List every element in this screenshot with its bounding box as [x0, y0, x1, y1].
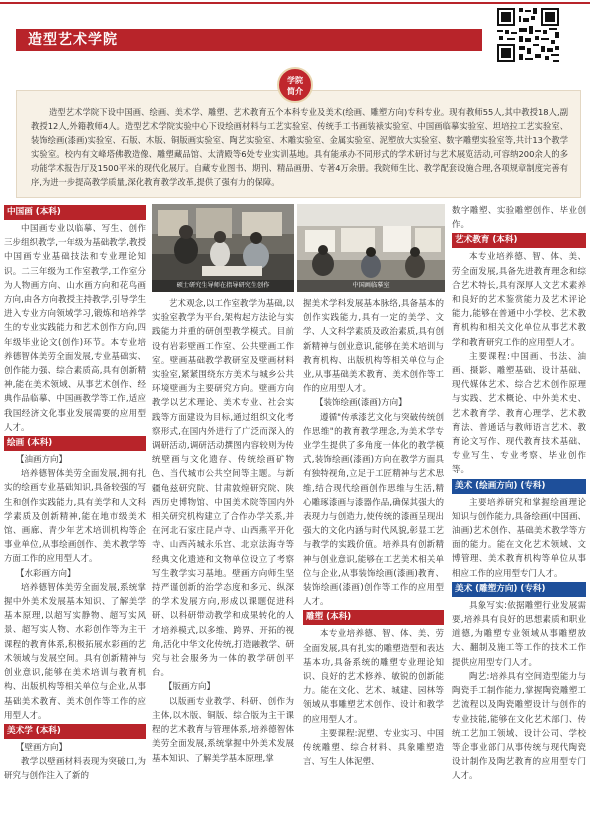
section-heading-chinese-painting: 中国画 (本科): [4, 205, 146, 220]
page-title: 造型艺术学院: [16, 29, 482, 51]
paragraph: 遵循"传承漆艺文化与突破传统创作思维"的教育教学理念,为美术学专业学生提供了多角度一体化的教学模式,装饰绘画(漆画)方向在教学方面具有独特视角,立足于工匠精神与艺术思维,结合现代绘画创作思维与生活,精心雕琢漆画与漆器作品,确保其强大的表现力与创造力,使传统的漆画呈现出强大的文化内涵与时代风貌,彰显工艺与教学的实践价值。培养具有创新精神与创业意识,能够在工艺美术相关单位与企业,从事装饰绘画(漆画)教育、装饰绘画(漆画)创作等工作的应用型人才。: [303, 412, 444, 608]
section-heading-fine-arts-sculpture-associate: 美术 (雕塑方向) (专科): [452, 582, 586, 597]
paragraph: 陶艺:培养具有空间造型能力与陶瓷手工制作能力,掌握陶瓷雕塑工艺流程以及陶瓷雕塑设计与创作的专业技能,能够在文化艺术部门、传统工艺加工领域、设计公司、学校等企事业部门从事传统与现代陶瓷设计制作及陶艺教育的应用型专门人才。: [452, 671, 586, 782]
subheading-watercolor: 【水彩画方向】: [16, 568, 76, 579]
badge-line-2: 简介: [287, 87, 303, 96]
paragraph: 以版画专业教学、科研、创作为主体,以木版、铜版、综合版为主干课程的艺术教育与管理体系,培养德智体美劳全面发展,系统掌握中外美术发展基本知识、了解美学基本原理,掌: [152, 696, 294, 764]
paragraph: 本专业培养德、智、体、美、劳全面发展,具有扎实的雕塑造型和表达基本功,具备系统的雕塑专业理论知识、良好的艺术修养、敏锐的创新能力。能在文化、艺术、城建、园林等领域从事雕塑艺术创作、设计和教学的应用型人才。: [303, 629, 444, 725]
section-heading-fine-arts: 美术学 (本科): [4, 724, 146, 739]
photo-caption-right: 中国画临摹室: [297, 280, 445, 292]
section-heading-art-education: 艺术教育 (本科): [452, 233, 586, 248]
intro-text: 造型艺术学院下设中国画、绘画、美术学、雕塑、艺术教育五个本科专业及美术(绘画、雕塑方向)专科专业。现有教师55人,其中教授18人,副教授12人,外籍教师4人。造型艺术学院实验中心下设绘画材料与工艺实验室、传统手工书画装裱实验室、中国画临摹实验室、坦培拉工艺实验室、装饰绘画(漆画)实验室、石版、木版、铜版画实验室、陶艺实验室、木雕实验室、金属实验室、泥塑放大实验室、数字雕塑实验室等,共计13个教学实验室。校内有文峰塔佛教造像、雕塑藏品馆、太清殿等6处专业实训基地。具有能承办不同形式的学术研讨与艺术展览活动,可容纳200余人的多功能学术报告厅及1500平米的现代化展厅。自藏专业图书、期刊、精品画册、专著4万余册。我院师生比、教学配套设施合理,各项规章制度完善有序,为进一步提高教学质量,深化教育教学改革,提供了强有力的保障。: [16, 90, 581, 198]
intro-badge: [277, 67, 313, 103]
section-heading-painting: 绘画 (本科): [4, 436, 146, 451]
subheading-oil-painting: 【油画方向】: [16, 455, 68, 466]
section-heading-sculpture: 雕塑 (本科): [303, 610, 444, 625]
top-rule: [0, 2, 590, 4]
photo-caption-left: 硕士研究生导师在指导研究生创作: [152, 280, 294, 292]
subheading-lacquer-painting: 【装饰绘画(漆画)方向】: [315, 398, 407, 409]
paragraph: 主要课程:泥塑、专业实习、中国传统雕塑、综合材料、具象雕塑造言、写生人体泥塑、: [303, 728, 444, 768]
subheading-printmaking: 【版画方向】: [164, 682, 216, 693]
paragraph: 数字雕塑、实验雕塑创作、毕业创作。: [452, 206, 586, 231]
column-1: [4, 204, 146, 840]
paragraph: 艺术观念,以工作室教学为基础,以实验室教学为平台,架构起方法论与实践能力并重的研创型教学模式。目前设有岩彩壁画工作室、公共壁画工作室。壁画基础教学教研室及壁画材料实验室,紧紧围绕东方美术与城乡公共环境壁画为主要研究方向。壁画方向教学以艺术理论、美术专业、社会实践等方面建设为目标,通过组织文化考察形式,在国内外进行了广泛而深入的调研活动,调研活动撰图内容较则为传统壁画与文化遗存、传统绘画矿物色、当代城市公共空间等主题。与新疆龟兹研究院、甘肃敦煌研究院、陕西历史博物馆、中国美术院等国内外相关研究机构建立了合作办学关系,并在河北石家庄昆卢寺、山西燕平开化寺、山西芮城永乐宫、北京法海寺等经典文化遗迹和文物单位设立了考察写生教学实习基地。壁画方向师生坚持严谨创新的治学态度和多元、纵深的学术发展方向,形成以课题促进科研、以科研带动教学和成果转化的人才培养模式,以多维、跨界、开拓的视角,活化中华文化传统,打造融教学、研究与社会服务为一体的教学研创平台。: [152, 299, 294, 679]
badge-line-1: 学院: [287, 76, 303, 85]
paragraph: 具象写实:依据雕塑行业发展需要,培养具有良好的思想素质和职业道德,为雕塑专业领域从事雕塑放大、翻制及施工等工作的技术工作提供应用型专门人才。: [452, 600, 586, 668]
paragraph: 培养德智体美劳全面发展,拥有扎实的绘画专业基础知识,具备较强的写生和创作实践能力,具有美学和人文科学素质及创新精神,能在地市级美术馆、画廊、青少年艺术培训机构等企事业单位,从事绘画创作、美术教学等方面工作的应用型人才。: [4, 469, 146, 565]
paragraph: 中国画专业以临摹、写生、创作三步组织教学,一年级为基础教学,教授中国画专业基础技法和专业理论知识。二三年级为工作室教学,工作室分为人物画方向、山水画方向和花鸟画方向,由各方向教授主持教学,引导学生进入专业方向领域学习,锻炼和培养学生的专业实践能力和艺术创作方向,四年级毕业论文(创作)环节。本专业培养德智体美劳全面发展,专业基础实、创作能力强、综合素质高,具有创新精神,能在美术领域、从事艺术创作、经典作品临摹、中国画教学等工作,适应我国经济文化事业发展需要的应用型人才。: [4, 224, 146, 433]
paragraph: 主要课程:中国画、书法、油画、摄影、雕塑基础、设计基础、现代媒体艺术、综合艺术创作原理与实践、艺术概论、中外美术史、艺术教育学、教育心理学、艺术教育法、普通话与教师语言艺术、教育论文写作、现代教育技术基础、专业写生、专业考察、毕业创作等。: [452, 351, 586, 476]
paragraph: 主要培养研究和掌握绘画理论知识与创作能力,具备绘画(中国画、油画)艺术创作、基础美术教学等方面的能力。能在文化艺术领域、文博管理、美术教育机构等单位从事相应工作的应用型专门人才。: [452, 497, 586, 579]
paragraph: 教学以壁画材料表现为突破口,为研究与创作注入了新的: [4, 757, 146, 782]
qr-code-icon[interactable]: [495, 6, 561, 64]
paragraph: 握美术学科发展基本脉络,具备基本的创作实践能力,具有一定的美学、文学、人文科学素质及政治素质,具有创新精神与创业意识,能够在美术培训与教育机构、出版机构等相关单位与企业,从事基础美术教育、美术创作等工作的应用型人才。: [303, 299, 444, 395]
column-4: [452, 204, 586, 840]
photo-painting-studio: [297, 204, 445, 292]
photo-thesis-guidance: [152, 204, 294, 292]
paragraph: 培养德智体美劳全面发展,系统掌握中外美术发展基本知识、了解美学基本原理,以超写实静物、超写实风景、超写实人物、水彩创作等为主干课程的教育体系,积极拓展水彩画的艺术领域与发展空间。具有创新精神与创业意识,能够在美术培训与教育机构、出版机构等相关单位与企业,从事基础美术教育、美术创作等工作的应用型人才。: [4, 582, 146, 721]
subheading-mural: 【壁画方向】: [16, 742, 68, 753]
column-3: [303, 297, 444, 840]
section-heading-fine-arts-painting-associate: 美术 (绘画方向) (专科): [452, 479, 586, 494]
column-2: [152, 297, 294, 840]
paragraph: 本专业培养德、智、体、美、劳全面发展,具备先进教育理念和综合艺术特长,具有深厚人文艺术素养和良好的艺术鉴赏能力及艺术评论能力,能够在普通中小学校、艺术教育机构和相关文化单位从事艺术教学和教育研究工作的应用型人才。: [452, 252, 586, 348]
